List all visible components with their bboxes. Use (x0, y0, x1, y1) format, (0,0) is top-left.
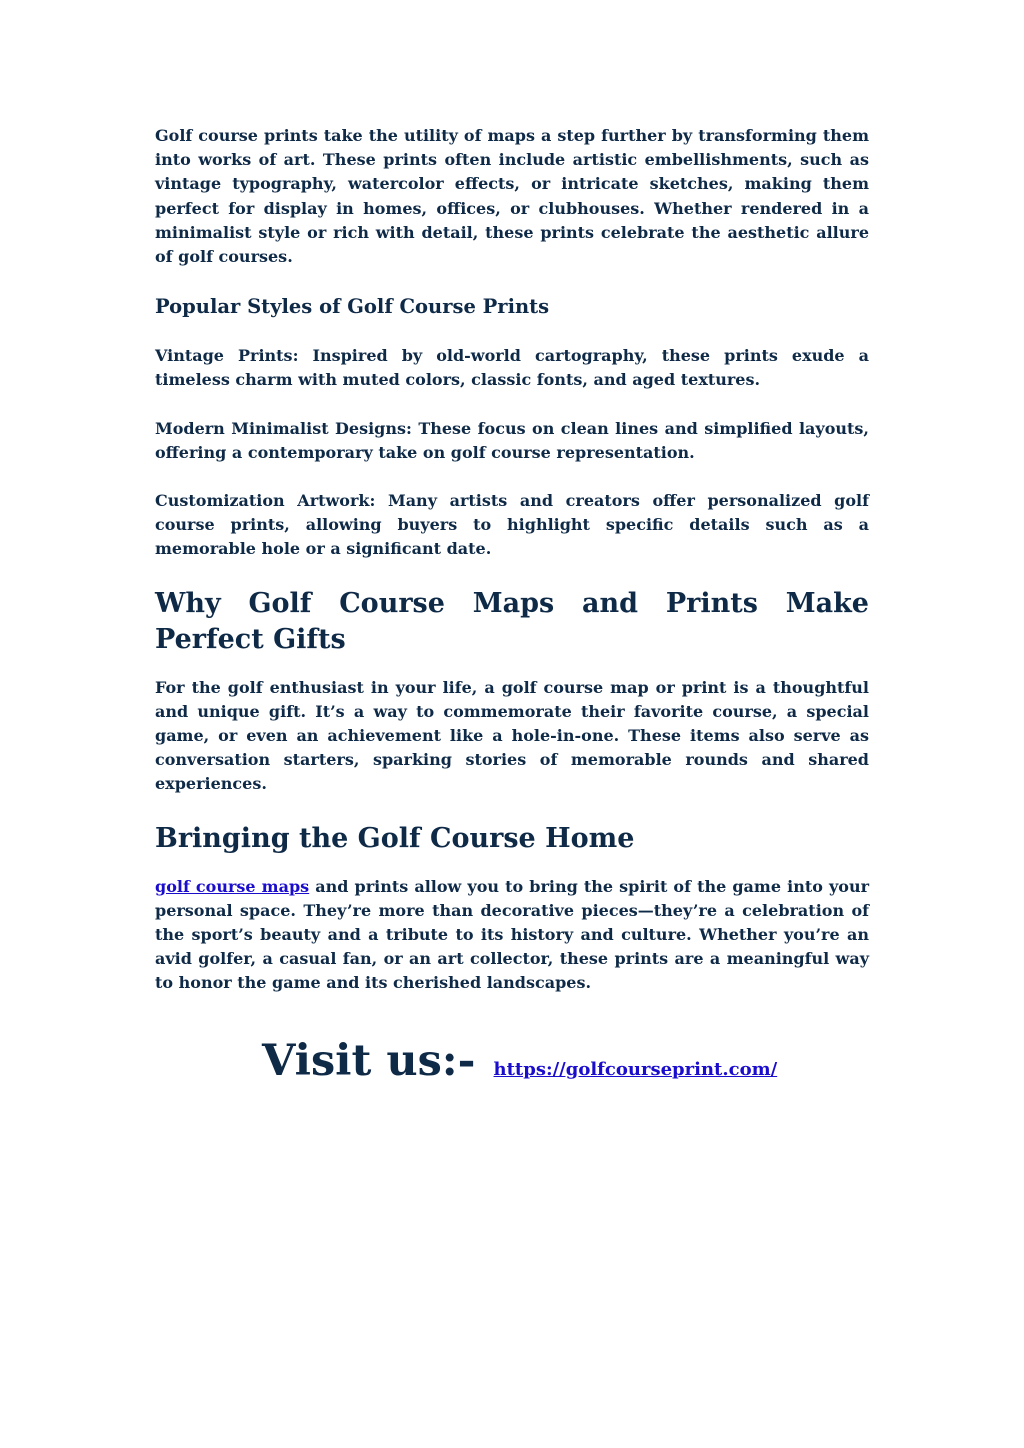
popular-styles-heading: Popular Styles of Golf Course Prints (155, 295, 550, 319)
home-paragraph-text: and prints allow you to bring the spirit of the game into your personal space. They’re more than decorative pieces—they’re a celebration of the sport’s beauty and a tribute to its history and culture. Whether you’re an avid golfer, a casual fan, or an art collector, these prints are a meaningful way to honor the game and its cherished landscapes. (155, 876, 870, 993)
style-item-customization: Customization Artwork: Many artists and creators offer personalized golf course prints, allowing buyers to highlight specific details such as a memorable hole or a significant date. (155, 491, 869, 559)
home-heading: Bringing the Golf Course Home (155, 822, 635, 854)
visit-us-line (262, 1034, 862, 1088)
golf-course-maps-link[interactable]: golf course maps (155, 876, 310, 896)
intro-paragraph: Golf course prints take the utility of maps a step further by transforming them into works of art. These prints often include artistic embellishments, such as vintage typography, watercolor effects, or intricate sketches, making them perfect for display in homes, offices, or clubhouses. Whether rendered in a minimalist style or rich with detail, these prints celebrate the aesthetic allure of golf courses. (155, 126, 869, 267)
website-link[interactable]: https://golfcourseprint.com/ (493, 1059, 778, 1080)
style-item-vintage: Vintage Prints: Inspired by old-world cartography, these prints exude a timeless charm with muted colors, classic fonts, and aged textures. (155, 346, 869, 390)
home-paragraph (155, 875, 869, 996)
gifts-paragraph: For the golf enthusiast in your life, a golf course map or print is a thoughtful and unique gift. It’s a way to commemorate their favorite course, a special game, or even an achievement like a hole-in-one. These items also serve as conversation starters, sparking stories of memorable rounds and shared experiences. (155, 677, 869, 794)
gifts-heading: Why Golf Course Maps and Prints Make Perfect Gifts (155, 587, 869, 655)
style-item-minimalist: Modern Minimalist Designs: These focus on clean lines and simplified layouts, offering a contemporary take on golf course representation. (155, 418, 869, 462)
visit-us-label: Visit us:- (262, 1036, 476, 1086)
document-body (155, 124, 869, 996)
